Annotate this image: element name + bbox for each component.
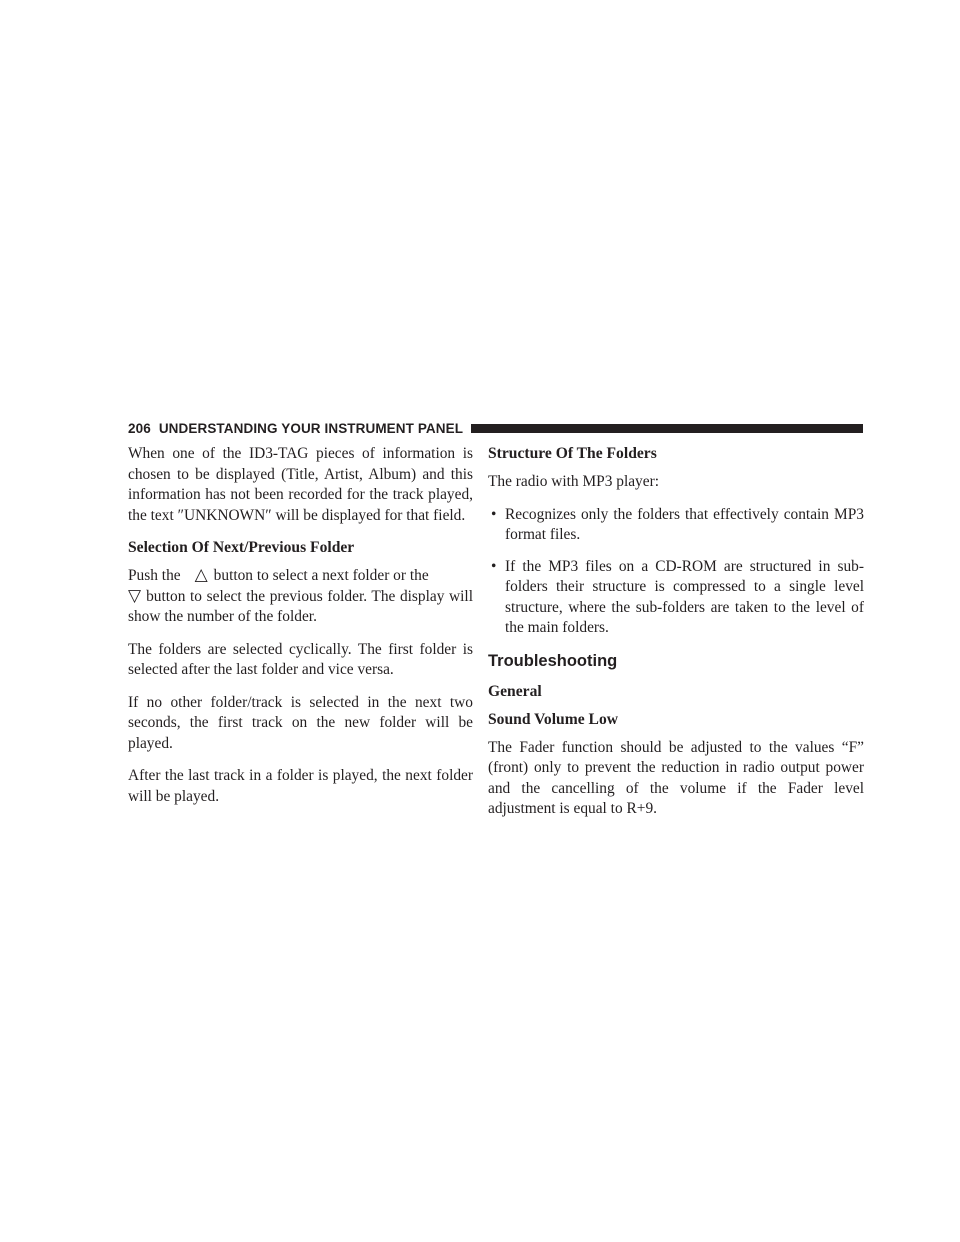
radio-intro: The radio with MP3 player: [488, 473, 659, 490]
header-rule [471, 424, 863, 433]
heading-next-previous-folder: Selection Of Next/Previous Folder [128, 539, 355, 556]
previous-folder-text: button to select the previous folder. The display will show the number of the folder. [128, 587, 473, 625]
right-column [488, 444, 864, 832]
push-the-text: Push the [128, 567, 181, 584]
fader-paragraph: The Fader function should be adjusted to the values “F” (front) only to prevent the reduction in radio output power and the cancelling of the volume if the Fader level adjustment is equal to R+9. [488, 738, 864, 817]
list-item: • Recognizes only the folders that effectively contain MP3 format files. [491, 505, 864, 543]
heading-troubleshooting: Troubleshooting [488, 651, 618, 670]
cyclic-paragraph: The folders are selected cyclically. The first folder is selected after the last folder and vice versa. [128, 640, 473, 678]
page-number: 206 [128, 420, 151, 436]
page-header [128, 419, 863, 437]
bullet-icon: • [491, 557, 497, 575]
section-title: UNDERSTANDING YOUR INSTRUMENT PANEL [158, 420, 464, 436]
no-other-paragraph: If no other folder/track is selected in the next two seconds, the first track on the new folder will be played. [128, 693, 473, 752]
after-last-paragraph: After the last track in a folder is played, the next folder will be played. [128, 767, 473, 805]
up-triangle-icon: △ [194, 565, 208, 585]
heading-general: General [488, 682, 542, 700]
push-button-paragraph [128, 566, 473, 628]
left-column [128, 444, 473, 819]
heading-structure-of-folders: Structure Of The Folders [488, 445, 657, 462]
bullet-list [488, 505, 864, 639]
down-triangle-icon: ▽ [128, 585, 142, 606]
next-folder-text: button to select a next folder or the [213, 567, 429, 584]
heading-sound-volume-low: Sound Volume Low [488, 710, 619, 728]
id3-tag-paragraph: When one of the ID3-TAG pieces of information is chosen to be displayed (Title, Artist, Album) and this information has not been recorded for the track played, the text ″UNKNOWN″ will be displayed for that field. [128, 445, 473, 524]
bullet-icon: • [491, 505, 497, 523]
list-item: • If the MP3 files on a CD-ROM are structured in sub-folders their structure is compressed to a single level structure, where the sub-folders are taken to the level of the main folders. [491, 557, 864, 636]
